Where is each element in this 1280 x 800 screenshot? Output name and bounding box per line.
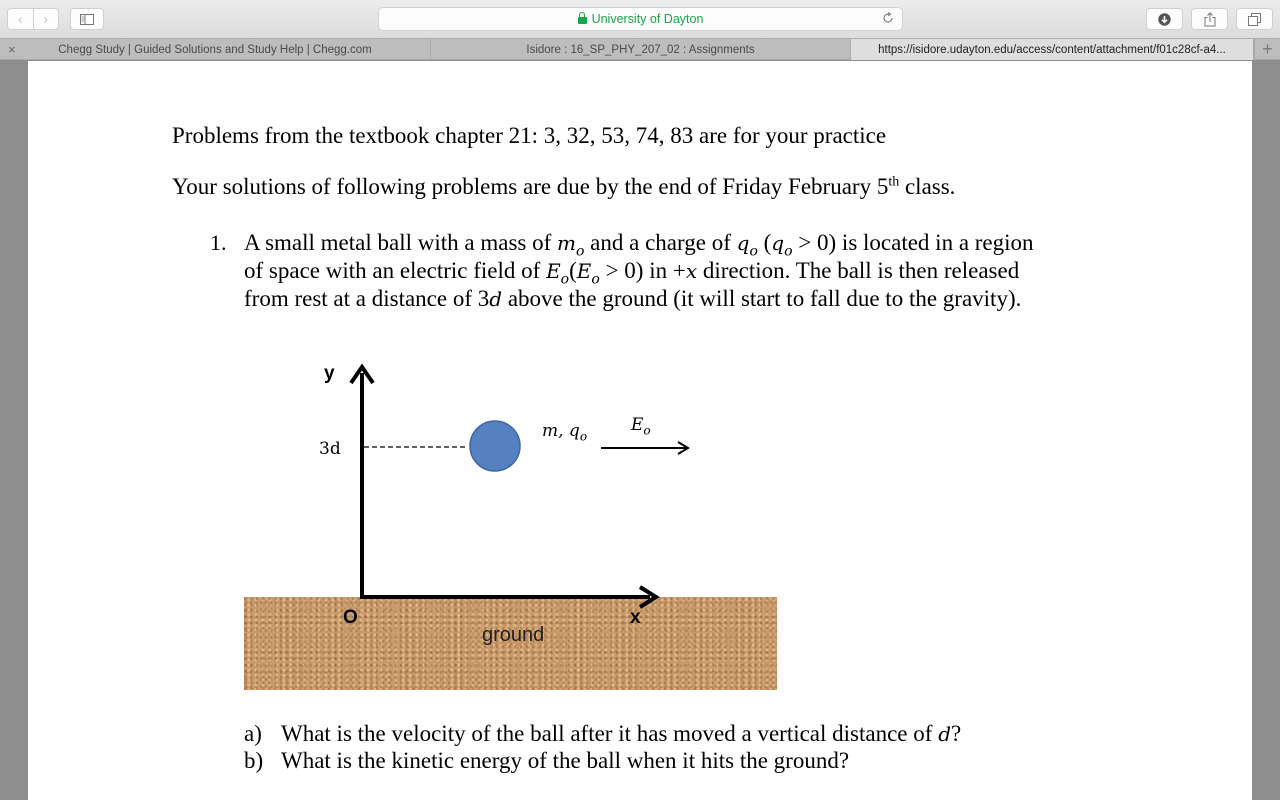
math-q: q bbox=[736, 231, 750, 255]
math-m: m bbox=[557, 231, 576, 255]
y-axis-label: y bbox=[324, 363, 335, 384]
text: A small metal ball with a mass of bbox=[244, 230, 558, 255]
text: direction. The ball is then released bbox=[697, 258, 1020, 283]
tabs-overview-button[interactable] bbox=[1236, 8, 1273, 30]
math-sub: o bbox=[591, 271, 600, 288]
tab-attachment[interactable] bbox=[851, 39, 1254, 60]
close-tab-icon[interactable]: × bbox=[8, 42, 16, 57]
due-superscript: th bbox=[888, 174, 900, 190]
question-text: What is the velocity of the ball after it has moved a vertical distance of bbox=[281, 721, 939, 746]
reload-button[interactable] bbox=[882, 11, 894, 27]
due-text-end: class. bbox=[899, 174, 956, 199]
address-bar[interactable] bbox=[378, 7, 903, 31]
question-label: a) bbox=[244, 721, 262, 746]
text: from rest at a distance of 3 bbox=[244, 286, 490, 311]
question-end: ? bbox=[951, 721, 962, 746]
tabs-icon bbox=[1248, 13, 1261, 26]
tab-label: Isidore : 16_SP_PHY_207_02 : Assignments bbox=[526, 43, 755, 56]
ball-label-sub: o bbox=[579, 429, 588, 444]
browser-toolbar bbox=[0, 0, 1280, 38]
origin-label: O bbox=[343, 607, 358, 628]
problem-number: 1. bbox=[210, 230, 227, 255]
math-d: d bbox=[489, 287, 503, 311]
question-b bbox=[244, 748, 849, 774]
text: ( bbox=[569, 258, 577, 283]
text: > 0) in + bbox=[599, 258, 686, 283]
field-label-sub: o bbox=[643, 423, 651, 438]
sidebar-button[interactable] bbox=[70, 8, 104, 30]
tab-label: https://isidore.udayton.edu/access/content/attachment/f01c28cf-a4... bbox=[878, 43, 1226, 56]
download-icon bbox=[1158, 13, 1171, 26]
math-sub: o bbox=[784, 243, 793, 260]
ball-label bbox=[542, 421, 587, 443]
address-text: University of Dayton bbox=[591, 12, 704, 26]
practice-problems-line: Problems from the textbook chapter 21: 3, 32, 53, 74, 83 are for your practice bbox=[172, 123, 887, 148]
math-sub: o bbox=[575, 243, 585, 260]
lock-icon bbox=[578, 17, 587, 24]
due-text: Your solutions of following problems are due by the end of Friday February 5 bbox=[172, 174, 889, 199]
back-icon: ‹ bbox=[17, 11, 23, 27]
field-label bbox=[631, 415, 651, 437]
tab-chegg[interactable] bbox=[0, 39, 431, 60]
text: ( bbox=[757, 230, 772, 255]
downloads-button[interactable] bbox=[1146, 8, 1183, 30]
height-label bbox=[319, 439, 341, 459]
ball-label-text: m, q bbox=[542, 421, 580, 441]
forward-button[interactable] bbox=[34, 8, 60, 30]
question-text: What is the kinetic energy of the ball when it hits the ground? bbox=[281, 748, 850, 773]
nav-buttons bbox=[7, 8, 59, 30]
share-button[interactable] bbox=[1191, 8, 1228, 30]
math-E: E bbox=[576, 259, 592, 283]
text: of space with an electric field of bbox=[244, 258, 547, 283]
height-label-text: 3d bbox=[319, 439, 341, 459]
text: > 0) is located in a region bbox=[792, 230, 1034, 255]
reload-icon bbox=[882, 12, 894, 24]
tab-isidore-assignments[interactable] bbox=[431, 39, 851, 60]
math-sub: o bbox=[560, 271, 570, 288]
math-sub: o bbox=[749, 243, 758, 260]
x-axis-label: x bbox=[630, 607, 641, 628]
math-x: x bbox=[685, 259, 698, 283]
math-d: d bbox=[938, 722, 951, 746]
new-tab-button[interactable] bbox=[1254, 39, 1280, 60]
field-label-text: E bbox=[631, 415, 644, 435]
ball-icon bbox=[470, 421, 520, 471]
math-E: E bbox=[546, 259, 561, 283]
tab-bar bbox=[0, 38, 1280, 60]
share-icon bbox=[1204, 12, 1216, 27]
forward-icon: › bbox=[43, 11, 49, 27]
ground-label: ground bbox=[482, 624, 545, 646]
document-page bbox=[28, 61, 1252, 800]
tab-label: Chegg Study | Guided Solutions and Study Help | Chegg.com bbox=[58, 43, 372, 56]
plus-icon: + bbox=[1262, 39, 1273, 59]
question-a bbox=[244, 721, 961, 747]
text: and a charge of bbox=[584, 230, 737, 255]
question-label: b) bbox=[244, 748, 264, 773]
math-q: q bbox=[771, 231, 785, 255]
text: above the ground (it will start to fall due to the gravity). bbox=[502, 286, 1022, 311]
sidebar-icon bbox=[80, 14, 94, 25]
back-button[interactable] bbox=[7, 8, 34, 30]
